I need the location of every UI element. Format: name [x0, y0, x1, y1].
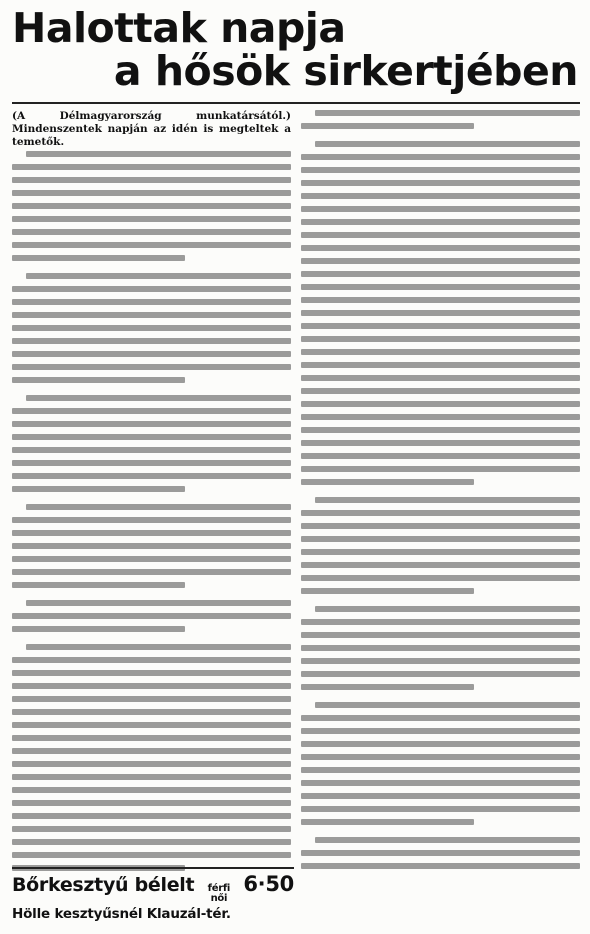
text-line [12, 408, 291, 414]
text-line [12, 826, 291, 832]
text-line [12, 800, 291, 806]
text-line [301, 671, 580, 677]
text-line [12, 229, 291, 235]
text-line [301, 575, 580, 581]
text-line [315, 141, 580, 147]
text-line [301, 806, 580, 812]
ad-unit [208, 884, 230, 904]
text-line [12, 613, 291, 619]
text-line [301, 323, 580, 329]
text-line [301, 388, 580, 394]
text-line [301, 728, 580, 734]
text-line [301, 510, 580, 516]
text-line [301, 850, 580, 856]
headline-line-1: Halottak napja [12, 4, 346, 52]
text-line [12, 813, 291, 819]
text-line [301, 780, 580, 786]
ad-product: Bőrkesztyű bélelt [12, 874, 195, 896]
text-line [12, 787, 291, 793]
article-headline [12, 4, 580, 95]
text-line [12, 255, 185, 261]
text-line [301, 523, 580, 529]
text-line [301, 414, 580, 420]
text-line [12, 839, 291, 845]
text-line [301, 167, 580, 173]
headline-rule [12, 102, 580, 104]
text-line [301, 271, 580, 277]
text-line [301, 479, 474, 485]
ad-main-line [12, 872, 294, 904]
text-line [12, 556, 291, 562]
text-line [12, 203, 291, 209]
text-line [12, 569, 291, 575]
text-line [301, 793, 580, 799]
text-line [12, 299, 291, 305]
text-line [12, 722, 291, 728]
text-line [12, 774, 291, 780]
text-line [301, 549, 580, 555]
text-line [301, 349, 580, 355]
ad-shop: Hölle kesztyűsnél Klauzál-tér. [12, 906, 231, 922]
text-line [301, 219, 580, 225]
text-line [301, 767, 580, 773]
text-line [12, 216, 291, 222]
text-line [12, 543, 291, 549]
text-line [12, 761, 291, 767]
text-line [315, 606, 580, 612]
text-line [315, 837, 580, 843]
text-line [301, 645, 580, 651]
text-line [301, 684, 474, 690]
ad-unit-top: férfi [207, 883, 230, 894]
advertisement [12, 867, 294, 922]
text-line [301, 245, 580, 251]
text-line [301, 741, 580, 747]
article-columns [12, 110, 580, 874]
text-line [12, 351, 291, 357]
text-line [301, 375, 580, 381]
headline-line-2: a hősök sirkertjében [113, 47, 578, 95]
text-line [12, 364, 291, 370]
text-line [12, 696, 291, 702]
column-right-lines [301, 110, 580, 874]
text-line [301, 536, 580, 542]
text-line [12, 190, 291, 196]
text-line [301, 619, 580, 625]
text-line [26, 395, 291, 401]
ad-price: 6·50 [243, 872, 294, 896]
text-line [301, 863, 580, 869]
text-line [301, 336, 580, 342]
text-line [12, 657, 291, 663]
text-line [26, 273, 291, 279]
article-lead: (A Délmagyarország munkatársától.) Mindenszentek napján az idén is megteltek a temetők. [12, 110, 291, 148]
text-line [12, 709, 291, 715]
text-line [12, 486, 185, 492]
text-line [301, 232, 580, 238]
text-line [12, 164, 291, 170]
text-line [12, 683, 291, 689]
text-line [301, 453, 580, 459]
text-line [301, 427, 580, 433]
text-line [26, 151, 291, 157]
text-line [26, 600, 291, 606]
ad-unit-bottom: női [210, 893, 228, 904]
text-line [12, 748, 291, 754]
text-line [301, 658, 580, 664]
text-line [12, 338, 291, 344]
text-line [301, 819, 474, 825]
text-line [301, 284, 580, 290]
text-line [301, 401, 580, 407]
text-line [12, 242, 291, 248]
text-line [12, 177, 291, 183]
text-line [12, 460, 291, 466]
text-line [301, 297, 580, 303]
text-line [12, 325, 291, 331]
text-line [301, 310, 580, 316]
column-left [12, 110, 291, 874]
text-line [12, 530, 291, 536]
text-line [301, 206, 580, 212]
text-line [301, 440, 580, 446]
text-line [12, 473, 291, 479]
text-line [301, 715, 580, 721]
text-line [301, 180, 580, 186]
text-line [301, 588, 474, 594]
text-line [301, 562, 580, 568]
text-line [301, 362, 580, 368]
text-line [315, 110, 580, 116]
text-line [12, 670, 291, 676]
text-line [26, 644, 291, 650]
text-line [301, 123, 474, 129]
text-line [12, 377, 185, 383]
text-line [301, 258, 580, 264]
text-line [12, 286, 291, 292]
text-line [12, 517, 291, 523]
text-line [301, 466, 580, 472]
text-line [301, 154, 580, 160]
text-line [12, 582, 185, 588]
text-line [26, 504, 291, 510]
text-line [12, 447, 291, 453]
column-right [301, 110, 580, 874]
text-line [12, 312, 291, 318]
text-line [12, 434, 291, 440]
text-line [301, 193, 580, 199]
text-line [12, 421, 291, 427]
text-line [301, 632, 580, 638]
text-line [315, 497, 580, 503]
text-line [12, 852, 291, 858]
text-line [12, 735, 291, 741]
column-left-lines [12, 151, 291, 874]
text-line [315, 702, 580, 708]
text-line [12, 626, 185, 632]
text-line [301, 754, 580, 760]
